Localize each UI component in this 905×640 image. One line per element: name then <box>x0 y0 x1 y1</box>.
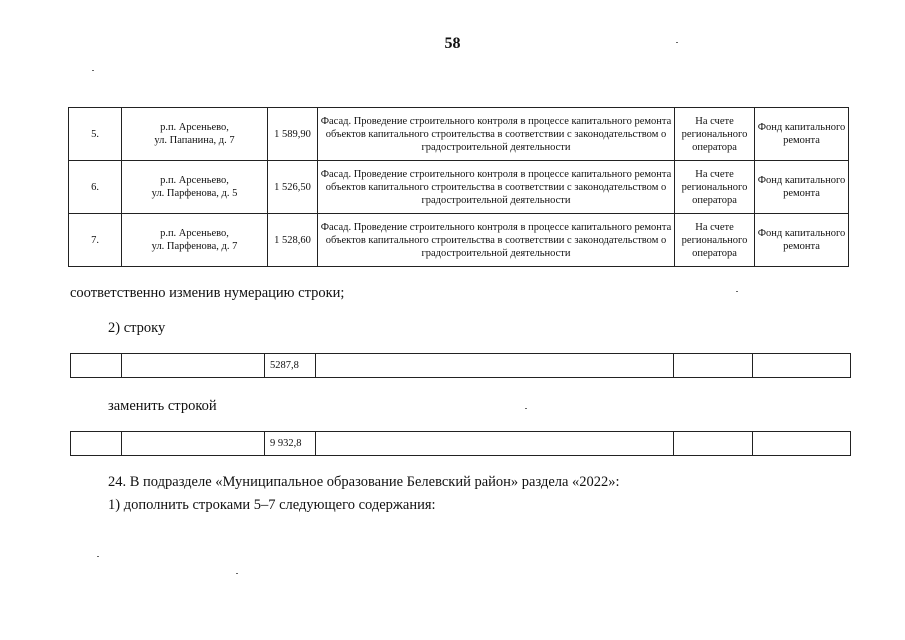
table-row <box>71 354 851 378</box>
work-description: Фасад. Проведение строительного контроля в процессе капитального ремонта объектов капитального строительства в соответствии с законодательством о градостроительной деятельности <box>318 214 675 267</box>
address-cell <box>122 161 268 214</box>
empty-cell <box>674 432 753 456</box>
empty-cell <box>316 354 674 378</box>
scan-speck <box>92 70 94 71</box>
funding-source: Фонд капитального ремонта <box>755 161 849 214</box>
account-type: На счете регионального оператора <box>675 108 755 161</box>
scan-speck <box>236 573 238 574</box>
section-24-heading: 24. В подразделе «Муниципальное образование Белевский район» раздела «2022»: <box>108 474 620 490</box>
amount-cell: 1 589,90 <box>268 108 318 161</box>
address-settlement: р.п. Арсеньево, <box>160 175 229 186</box>
address-cell <box>122 214 268 267</box>
work-description: Фасад. Проведение строительного контроля в процессе капитального ремонта объектов капитального строительства в соответствии с законодательством о градостроительной деятельности <box>318 108 675 161</box>
old-row-table <box>70 353 851 378</box>
repair-works-table <box>68 107 849 267</box>
funding-source: Фонд капитального ремонта <box>755 108 849 161</box>
item-2-heading: 2) строку <box>108 320 166 336</box>
account-type: На счете регионального оператора <box>675 214 755 267</box>
row-number: 7. <box>69 214 122 267</box>
empty-cell <box>122 354 265 378</box>
work-description: Фасад. Проведение строительного контроля в процессе капитального ремонта объектов капитального строительства в соответствии с законодательством о градостроительной деятельности <box>318 161 675 214</box>
address-street: ул. Парфенова, д. 7 <box>151 241 238 252</box>
page-number: 58 <box>444 35 461 52</box>
table-row <box>69 214 849 267</box>
empty-cell <box>753 354 851 378</box>
new-amount: 9 932,8 <box>265 432 316 456</box>
replace-instruction: заменить строкой <box>108 398 217 414</box>
scan-speck <box>97 556 99 557</box>
renumbering-note: соответственно изменив нумерацию строки; <box>70 285 345 301</box>
empty-cell <box>753 432 851 456</box>
account-type: На счете регионального оператора <box>675 161 755 214</box>
empty-cell <box>122 432 265 456</box>
scan-speck <box>525 408 527 409</box>
old-amount: 5287,8 <box>265 354 316 378</box>
row-number: 5. <box>69 108 122 161</box>
empty-cell <box>674 354 753 378</box>
item-1-instruction: 1) дополнить строками 5–7 следующего содержания: <box>108 497 436 513</box>
scan-speck <box>736 291 738 292</box>
table-row <box>69 108 849 161</box>
address-street: ул. Парфенова, д. 5 <box>151 188 238 199</box>
address-settlement: р.п. Арсеньево, <box>160 228 229 239</box>
empty-cell <box>316 432 674 456</box>
row-number: 6. <box>69 161 122 214</box>
amount-cell: 1 528,60 <box>268 214 318 267</box>
empty-cell <box>71 432 122 456</box>
funding-source: Фонд капитального ремонта <box>755 214 849 267</box>
table-row <box>71 432 851 456</box>
empty-cell <box>71 354 122 378</box>
table-row <box>69 161 849 214</box>
address-street: ул. Папанина, д. 7 <box>154 135 235 146</box>
amount-cell: 1 526,50 <box>268 161 318 214</box>
address-settlement: р.п. Арсеньево, <box>160 122 229 133</box>
address-cell <box>122 108 268 161</box>
new-row-table <box>70 431 851 456</box>
scan-speck <box>676 42 678 43</box>
